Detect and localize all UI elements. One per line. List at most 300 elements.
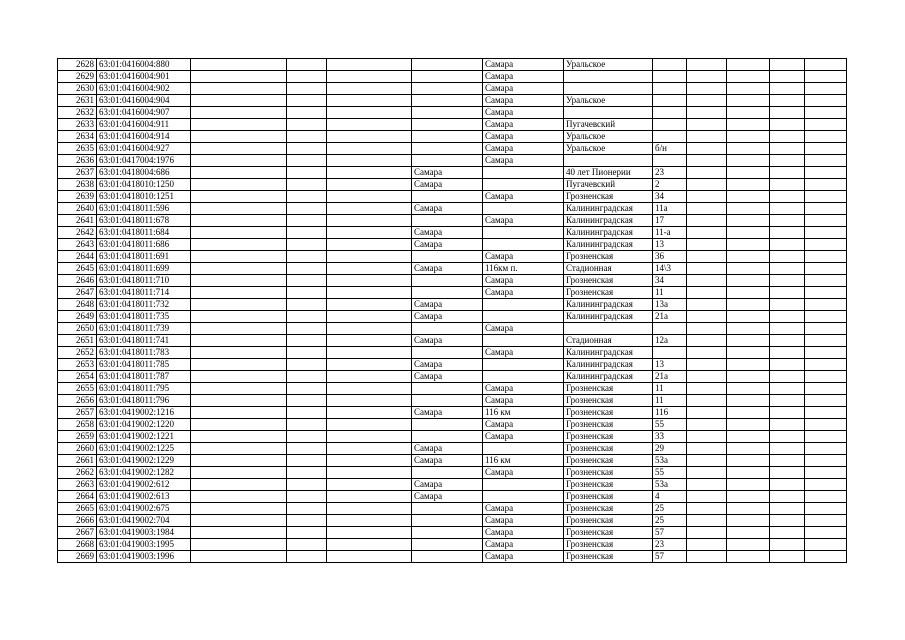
table-cell	[327, 515, 412, 527]
table-cell	[805, 287, 847, 299]
table-cell: Грозненская	[564, 383, 653, 395]
table-cell	[287, 203, 327, 215]
table-cell	[191, 263, 287, 275]
table-cell	[287, 227, 327, 239]
table-cell	[727, 491, 770, 503]
table-cell: 17	[653, 215, 687, 227]
table-row	[58, 551, 847, 563]
table-cell	[770, 299, 805, 311]
table-cell	[687, 491, 727, 503]
table-cell: Пугачевский	[564, 179, 653, 191]
table-cell	[327, 395, 412, 407]
table-cell: 23	[653, 167, 687, 179]
table-cell	[805, 551, 847, 563]
table-cell	[805, 467, 847, 479]
table-cell	[287, 455, 327, 467]
table-cell: 63:01:0418011:710	[97, 275, 191, 287]
table-cell	[483, 491, 564, 503]
table-cell: Самара	[483, 503, 564, 515]
table-cell	[687, 215, 727, 227]
table-cell: 33	[653, 431, 687, 443]
table-cell	[687, 383, 727, 395]
table-cell	[327, 107, 412, 119]
table-cell: Калининградская	[564, 239, 653, 251]
table-cell	[727, 167, 770, 179]
table-cell: Самара	[483, 383, 564, 395]
table-cell	[191, 419, 287, 431]
table-row	[58, 503, 847, 515]
table-cell	[687, 371, 727, 383]
table-cell: 63:01:0419002:1225	[97, 443, 191, 455]
table-cell	[287, 539, 327, 551]
table-cell: 2662	[58, 467, 97, 479]
table-cell	[412, 383, 483, 395]
table-cell	[191, 203, 287, 215]
table-cell: Самара	[483, 83, 564, 95]
table-cell	[805, 227, 847, 239]
table-row	[58, 539, 847, 551]
table-cell: 55	[653, 467, 687, 479]
table-cell	[805, 191, 847, 203]
table-cell	[805, 479, 847, 491]
table-cell: 2666	[58, 515, 97, 527]
table-row	[58, 299, 847, 311]
table-cell: Самара	[412, 263, 483, 275]
table-cell: 57	[653, 527, 687, 539]
table-cell	[412, 107, 483, 119]
table-cell: Самара	[483, 527, 564, 539]
table-cell: 63:01:0418011:684	[97, 227, 191, 239]
table-cell: 2638	[58, 179, 97, 191]
table-cell	[287, 143, 327, 155]
table-cell	[191, 503, 287, 515]
table-cell	[727, 179, 770, 191]
table-cell	[287, 395, 327, 407]
table-cell	[687, 359, 727, 371]
table-cell: Калининградская	[564, 371, 653, 383]
table-cell	[727, 143, 770, 155]
table-cell	[770, 359, 805, 371]
table-cell	[727, 467, 770, 479]
table-cell	[770, 491, 805, 503]
table-cell: 63:01:0419002:675	[97, 503, 191, 515]
table-cell	[327, 215, 412, 227]
table-cell	[191, 311, 287, 323]
table-cell	[805, 251, 847, 263]
table-cell	[770, 323, 805, 335]
table-cell	[687, 275, 727, 287]
table-cell	[412, 539, 483, 551]
table-cell: Самара	[483, 347, 564, 359]
table-row	[58, 227, 847, 239]
table-cell: Грозненская	[564, 431, 653, 443]
table-row	[58, 143, 847, 155]
table-cell: Пугачевский	[564, 119, 653, 131]
table-cell: 63:01:0419002:1282	[97, 467, 191, 479]
table-row	[58, 491, 847, 503]
table-cell: 13	[653, 239, 687, 251]
table-cell	[327, 335, 412, 347]
table-cell	[191, 455, 287, 467]
table-cell	[564, 323, 653, 335]
table-cell: 55	[653, 419, 687, 431]
table-cell: 2651	[58, 335, 97, 347]
table-cell	[287, 215, 327, 227]
table-cell	[770, 251, 805, 263]
table-cell	[483, 443, 564, 455]
table-cell	[287, 347, 327, 359]
table-cell: 63:01:0418010:1251	[97, 191, 191, 203]
table-cell	[191, 371, 287, 383]
table-cell	[191, 443, 287, 455]
table-cell	[727, 191, 770, 203]
table-cell	[653, 155, 687, 167]
table-cell	[687, 227, 727, 239]
table-cell	[770, 107, 805, 119]
table-cell: Самара	[483, 323, 564, 335]
table-row	[58, 155, 847, 167]
table-cell	[287, 167, 327, 179]
table-cell	[805, 503, 847, 515]
table-cell: 53а	[653, 479, 687, 491]
table-cell: Самара	[483, 131, 564, 143]
table-cell: Калининградская	[564, 299, 653, 311]
table-cell	[805, 107, 847, 119]
table-cell	[327, 95, 412, 107]
table-cell: 116км п.	[483, 263, 564, 275]
table-cell: Самара	[412, 179, 483, 191]
table-cell	[564, 83, 653, 95]
table-cell: 116 км	[483, 407, 564, 419]
table-cell: 63:01:0419002:1221	[97, 431, 191, 443]
table-cell	[564, 107, 653, 119]
table-cell: 2667	[58, 527, 97, 539]
table-cell	[805, 371, 847, 383]
table-cell	[191, 479, 287, 491]
table-cell	[287, 359, 327, 371]
table-cell	[287, 335, 327, 347]
table-cell: 63:01:0418011:691	[97, 251, 191, 263]
table-cell: 2640	[58, 203, 97, 215]
table-cell	[412, 515, 483, 527]
table-cell: 63:01:0416004:904	[97, 95, 191, 107]
table-cell: Самара	[483, 119, 564, 131]
table-cell	[191, 191, 287, 203]
table-cell	[687, 503, 727, 515]
table-cell	[191, 131, 287, 143]
table-cell	[327, 311, 412, 323]
table-cell	[412, 503, 483, 515]
table-cell: 116 км	[483, 455, 564, 467]
table-cell	[327, 227, 412, 239]
table-cell: Самара	[483, 59, 564, 71]
table-cell	[687, 395, 727, 407]
table-cell	[805, 527, 847, 539]
table-cell	[564, 71, 653, 83]
table-cell: Уральское	[564, 143, 653, 155]
table-cell: 13	[653, 359, 687, 371]
table-cell: 36	[653, 251, 687, 263]
table-cell: 63:01:0419002:613	[97, 491, 191, 503]
table-cell: 11-а	[653, 227, 687, 239]
table-cell: 53а	[653, 455, 687, 467]
table-cell: Грозненская	[564, 479, 653, 491]
table-cell: Грозненская	[564, 539, 653, 551]
table-cell: 2641	[58, 215, 97, 227]
table-cell	[287, 311, 327, 323]
table-cell	[770, 167, 805, 179]
table-cell	[805, 347, 847, 359]
table-cell	[327, 299, 412, 311]
table-cell	[483, 239, 564, 251]
table-cell	[687, 443, 727, 455]
table-cell	[770, 59, 805, 71]
table-cell	[727, 359, 770, 371]
table-cell	[770, 155, 805, 167]
table-cell	[653, 107, 687, 119]
table-cell	[191, 143, 287, 155]
table-row	[58, 407, 847, 419]
table-cell	[727, 407, 770, 419]
table-cell	[412, 323, 483, 335]
table-cell	[805, 419, 847, 431]
table-cell	[191, 395, 287, 407]
table-cell	[805, 155, 847, 167]
table-cell: Грозненская	[564, 287, 653, 299]
table-cell: Грозненская	[564, 491, 653, 503]
table-cell	[412, 59, 483, 71]
table-cell	[327, 167, 412, 179]
table-cell	[770, 131, 805, 143]
table-cell	[727, 203, 770, 215]
table-cell: Грозненская	[564, 551, 653, 563]
table-cell: 2655	[58, 383, 97, 395]
table-cell	[287, 191, 327, 203]
table-cell	[327, 59, 412, 71]
table-cell	[191, 71, 287, 83]
table-cell	[287, 371, 327, 383]
table-cell: Грозненская	[564, 395, 653, 407]
table-cell	[770, 311, 805, 323]
table-cell	[653, 347, 687, 359]
table-cell: 2628	[58, 59, 97, 71]
table-cell	[412, 119, 483, 131]
table-cell	[287, 479, 327, 491]
table-cell	[805, 455, 847, 467]
table-cell: Самара	[412, 407, 483, 419]
table-cell: 2632	[58, 107, 97, 119]
table-row	[58, 59, 847, 71]
table-cell: 63:01:0416004:880	[97, 59, 191, 71]
table-cell: Самара	[483, 551, 564, 563]
table-cell	[327, 467, 412, 479]
table-cell	[687, 131, 727, 143]
table-cell: 63:01:0416004:911	[97, 119, 191, 131]
table-cell	[687, 191, 727, 203]
table-cell	[653, 83, 687, 95]
table-cell	[287, 467, 327, 479]
table-cell	[327, 155, 412, 167]
table-cell	[687, 347, 727, 359]
table-cell	[327, 491, 412, 503]
table-row	[58, 83, 847, 95]
table-cell: Грозненская	[564, 455, 653, 467]
table-cell	[805, 275, 847, 287]
table-cell	[805, 239, 847, 251]
table-cell: 63:01:0418004:686	[97, 167, 191, 179]
table-row	[58, 107, 847, 119]
table-cell	[287, 491, 327, 503]
table-cell	[770, 335, 805, 347]
table-cell: 2633	[58, 119, 97, 131]
table-cell: 2630	[58, 83, 97, 95]
table-cell	[327, 419, 412, 431]
table-cell: 2648	[58, 299, 97, 311]
table-cell: 25	[653, 503, 687, 515]
table-cell	[770, 263, 805, 275]
table-cell	[727, 383, 770, 395]
table-cell: 63:01:0419002:1229	[97, 455, 191, 467]
table-cell: 12а	[653, 335, 687, 347]
table-cell: 63:01:0416004:901	[97, 71, 191, 83]
table-cell: Стадионная	[564, 263, 653, 275]
table-cell	[770, 455, 805, 467]
table-cell: Самара	[412, 479, 483, 491]
table-cell	[327, 143, 412, 155]
table-cell: Грозненская	[564, 515, 653, 527]
table-cell: 57	[653, 551, 687, 563]
table-cell	[687, 167, 727, 179]
table-cell: Самара	[483, 155, 564, 167]
table-cell	[287, 107, 327, 119]
table-cell	[727, 59, 770, 71]
table-cell	[770, 203, 805, 215]
table-cell	[687, 467, 727, 479]
table-cell	[687, 515, 727, 527]
table-row	[58, 263, 847, 275]
table-cell	[770, 95, 805, 107]
table-cell: 63:01:0416004:907	[97, 107, 191, 119]
table-row	[58, 71, 847, 83]
table-row	[58, 383, 847, 395]
table-cell: Грозненская	[564, 443, 653, 455]
table-cell	[287, 119, 327, 131]
table-cell: Самара	[412, 299, 483, 311]
table-cell: Самара	[483, 143, 564, 155]
table-cell	[727, 395, 770, 407]
table-cell	[412, 143, 483, 155]
table-cell	[805, 359, 847, 371]
table-cell	[727, 347, 770, 359]
table-cell: 2636	[58, 155, 97, 167]
table-cell	[687, 119, 727, 131]
table-cell: 63:01:0419002:1220	[97, 419, 191, 431]
table-cell	[327, 551, 412, 563]
table-cell	[687, 323, 727, 335]
table-cell: 63:01:0418011:785	[97, 359, 191, 371]
table-cell: 63:01:0418011:714	[97, 287, 191, 299]
table-cell	[727, 431, 770, 443]
table-cell	[805, 167, 847, 179]
table-cell	[287, 443, 327, 455]
table-cell	[727, 443, 770, 455]
table-cell	[727, 371, 770, 383]
table-cell	[327, 407, 412, 419]
table-cell: Самара	[412, 455, 483, 467]
table-cell: 2649	[58, 311, 97, 323]
table-cell	[727, 515, 770, 527]
table-cell	[653, 95, 687, 107]
table-cell: 2669	[58, 551, 97, 563]
table-cell: 2656	[58, 395, 97, 407]
table-cell: Самара	[483, 71, 564, 83]
table-cell	[191, 491, 287, 503]
table-cell	[770, 479, 805, 491]
table-cell: Калининградская	[564, 227, 653, 239]
table-cell	[770, 371, 805, 383]
table-cell	[805, 143, 847, 155]
table-cell	[412, 251, 483, 263]
table-cell	[805, 119, 847, 131]
table-cell	[770, 467, 805, 479]
table-cell	[191, 335, 287, 347]
table-cell	[483, 479, 564, 491]
table-cell	[191, 323, 287, 335]
table-cell: Самара	[483, 107, 564, 119]
table-row	[58, 395, 847, 407]
table-cell	[412, 215, 483, 227]
table-cell: Калининградская	[564, 215, 653, 227]
table-cell	[412, 131, 483, 143]
table-cell	[687, 311, 727, 323]
table-cell: Самара	[483, 467, 564, 479]
table-cell	[191, 251, 287, 263]
table-cell	[287, 419, 327, 431]
table-cell	[770, 287, 805, 299]
table-cell	[483, 335, 564, 347]
table-cell	[191, 107, 287, 119]
table-cell	[727, 503, 770, 515]
table-cell: Самара	[483, 395, 564, 407]
table-cell: 21а	[653, 371, 687, 383]
table-row	[58, 251, 847, 263]
table-cell	[327, 71, 412, 83]
table-row	[58, 323, 847, 335]
table-cell	[327, 347, 412, 359]
table-cell	[770, 83, 805, 95]
table-cell	[191, 407, 287, 419]
table-cell: 2660	[58, 443, 97, 455]
table-cell	[191, 275, 287, 287]
table-cell	[191, 539, 287, 551]
table-row	[58, 443, 847, 455]
table-cell	[727, 527, 770, 539]
cadastral-registry-table	[57, 58, 847, 563]
table-cell: 2650	[58, 323, 97, 335]
table-cell	[727, 311, 770, 323]
table-cell	[805, 515, 847, 527]
table-cell	[770, 431, 805, 443]
table-cell	[191, 515, 287, 527]
table-cell: Калининградская	[564, 359, 653, 371]
table-row	[58, 287, 847, 299]
table-cell	[287, 71, 327, 83]
table-cell: 63:01:0418011:735	[97, 311, 191, 323]
table-cell	[805, 407, 847, 419]
table-cell	[287, 275, 327, 287]
table-cell	[727, 83, 770, 95]
table-cell: Калининградская	[564, 311, 653, 323]
